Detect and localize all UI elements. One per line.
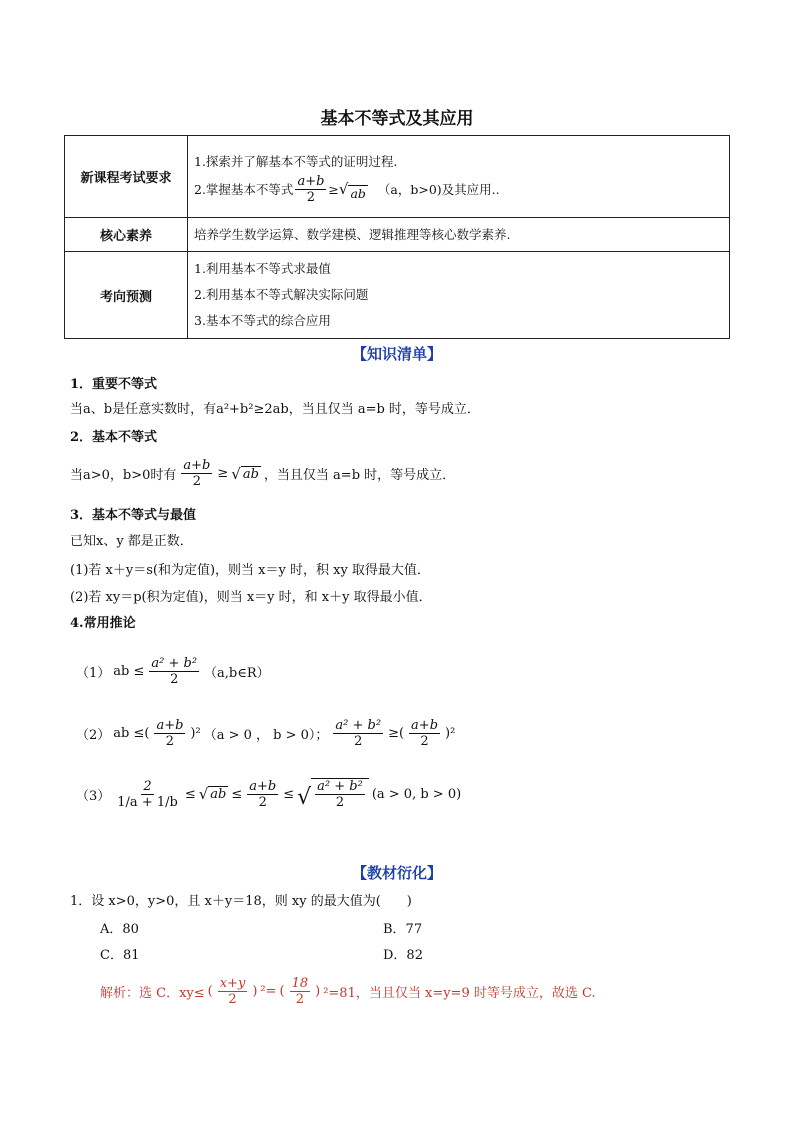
section-text: 当a、b是任意实数时，有a²+b²≥2ab，当且仅当 a=b 时，等号成立． xyxy=(70,402,480,417)
list-item: 1.利用基本不等式求最值 xyxy=(194,261,331,276)
basic-inequality: 当a>0，b>0时有 $\frac{a+b}{2}$ ≥ √ ab ，当且仅当 a=b 时，等号成立． xyxy=(70,458,456,489)
option-a: A．80 xyxy=(100,922,139,937)
section-title: 1．重要不等式 xyxy=(70,377,158,392)
section-text: (2)若 xy＝p(积为定值)，则当 x＝y 时，和 x＋y 取得最小值． xyxy=(70,590,432,605)
row-header: 新课程考试要求 xyxy=(65,136,188,218)
section-title: 3．基本不等式与最值 xyxy=(70,508,197,523)
page-title: 基本不等式及其应用 xyxy=(320,109,474,129)
corollary-3: （3） $\frac{2}{1/a + 1/b}$ ≤ √ ab ≤ $\frac{a+b}{2}$ ≤ √ $\frac{\text{a² + b²}}{2}$ (a > 0, b > 0) xyxy=(76,778,462,810)
fraction: $\frac{a+b}{2}$ xyxy=(297,173,325,205)
corollary-1: （1） ab ≤ $\frac{\text{a² + b²}}{2}$ （a,b∈R） xyxy=(76,656,270,687)
row-content xyxy=(188,252,730,339)
solution-text: 解析：选 C．xy≤ ( $\frac{x+y}{2}$ ) ²= ( $\frac{18}{2}$ ) ²=81，当且仅当 x=y=9 时等号成立，故选 C. xyxy=(100,976,596,1007)
option-b: B．77 xyxy=(383,922,423,937)
table-row xyxy=(65,252,730,339)
requirements-table xyxy=(64,135,730,339)
list-item: 2.利用基本不等式解决实际问题 xyxy=(194,287,369,302)
question-text: 1．设 x>0，y>0，且 x＋y＝18，则 xy 的最大值为( ) xyxy=(70,894,412,909)
section-text: (1)若 x＋y＝s(和为定值)，则当 x＝y 时，积 xy 取得最大值． xyxy=(70,563,430,578)
option-c: C．81 xyxy=(100,948,140,963)
textbook-heading: 【教材衍化】 xyxy=(351,864,442,882)
row-header: 考向预测 xyxy=(65,252,188,339)
option-d: D．82 xyxy=(383,948,423,963)
list-item: 3.基本不等式的综合应用 xyxy=(194,313,331,328)
section-text: 已知x、y 都是正数． xyxy=(70,534,193,549)
corollary-2: （2） ab ≤( $\frac{a+b}{2}$ )² （a > 0 ， b > 0）； $\frac{\text{a² + b²}}{2}$ ≥( $\frac{a+b}{2}$ )² xyxy=(76,718,456,749)
section-title: 4.常用推论 xyxy=(70,616,136,631)
table-row xyxy=(65,136,730,218)
row-content: 培养学生数学运算、数学建模、逻辑推理等核心数学素养. xyxy=(188,218,730,252)
row-content xyxy=(188,136,730,218)
row-header: 核心素养 xyxy=(65,218,188,252)
requirement-line-2: 2.掌握基本不等式 $\frac{a+b}{2}$ ≥ √ ab （a，b>0)及其应用.. xyxy=(194,173,500,205)
section-title: 2．基本不等式 xyxy=(70,430,158,445)
table-row xyxy=(65,218,730,252)
sqrt: √ ab xyxy=(338,179,366,201)
requirement-line-1: 1.探索并了解基本不等式的证明过程. xyxy=(194,153,398,169)
knowledge-heading: 【知识清单】 xyxy=(351,345,442,363)
